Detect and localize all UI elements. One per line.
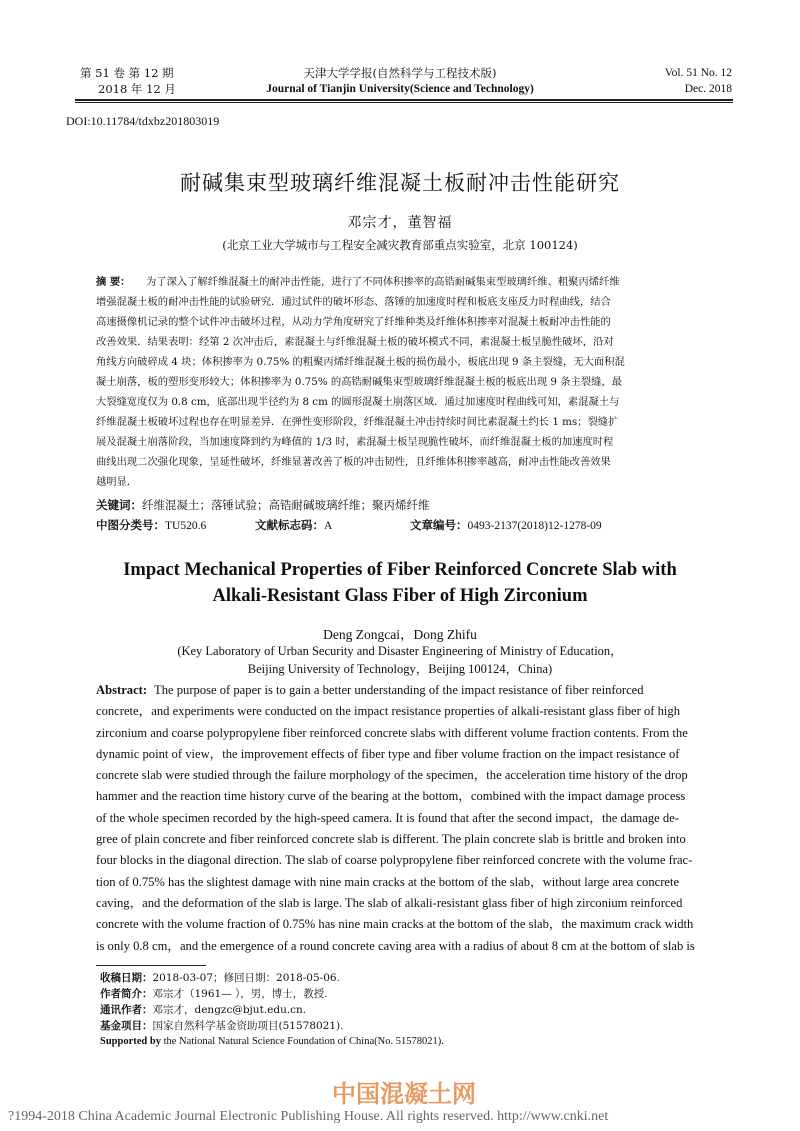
article-label: 文章编号：: [410, 518, 468, 532]
watermark-logo: 中国混凝土网: [332, 1080, 476, 1108]
abstract-en-line: four blocks in the diagonal direction. The slab of coarse polypropylene fiber reinforced concrete with the volume frac-: [96, 853, 693, 868]
abstract-cn-line: 凝土崩落，板的塑形变形较大；体积掺率为 0.75% 的高锆耐碱集束型玻璃纤维混凝土板的板底出现 9 条主裂缝，最: [96, 376, 623, 388]
abstract-cn-line: 展及混凝土崩落阶段，当加速度降到约为峰值的 1/3 时，素混凝土板呈现脆性破坏，而纤维混凝土板的加速度时程: [96, 436, 614, 448]
doc-label: 文献标志码：: [255, 518, 324, 532]
abstract-en-line: concrete，and experiments were conducted on the impact resistance properties of alkali-resistant glass fiber of high: [96, 704, 680, 719]
abstract-cn-line: 纤维混凝土板破坏过程也存在明显差异．在弹性变形阶段，纤维混凝土冲击持续时间比素混凝土约长 1 ms；裂缝扩: [96, 416, 619, 428]
abstract-en-line: concrete with the volume fraction of 0.75% has nine main cracks at the bottom of the slab，the maximum crack width: [96, 917, 694, 932]
abstract-cn-line: 大裂缝宽度仅为 0.8 cm，底部出现半径约为 8 cm 的圆形混凝土崩落区域．通过加速度时程曲线可知，素混凝土与: [96, 396, 620, 408]
abstract-cn-line: 越明显．: [96, 476, 138, 488]
volume-issue-en: Vol. 51 No. 12: [664, 67, 732, 79]
article-value: 0493-2137(2018)12-1278-09: [467, 520, 602, 532]
keywords-label: 关键词：: [96, 498, 142, 512]
keywords-cn: [96, 497, 430, 513]
abstract-cn-line: 增强混凝土板的耐冲击性能的试验研究．通过试件的破坏形态、落锤的加速度时程和板底支座反力时程曲线，结合: [96, 296, 611, 308]
abstract-cn-label: 摘 要：: [96, 276, 131, 288]
title-en: [0, 557, 800, 609]
footnote-received: 收稿日期：2018-03-07；修回日期：2018-05-06.: [100, 972, 340, 984]
abstract-en-line: concrete slab were studied through the failure morphology of the specimen，the acceleration time history of the drop: [96, 768, 688, 783]
abstract-en-line: hammer and the reaction time history curve of the bearing at the bottom，combined with the impact damage process: [96, 789, 686, 804]
doc-value: A: [324, 520, 333, 532]
abstract-cn-line: 曲线出现二次强化现象，呈延性破坏，纤维显著改善了板的冲击韧性，且纤维体积掺率越高，耐冲击性能改善效果: [96, 456, 611, 468]
affiliation-en-line-2: Beijing University of Technology，Beijing 100124，China): [247, 662, 553, 676]
footnote-author-bio: 作者简介：邓宗才（1961— ），男，博士，教授.: [100, 988, 328, 1000]
authors-cn: 邓宗才，董智福: [347, 215, 453, 231]
abstract-en-line: of the whole specimen recorded by the high-speed camera. It is found that after the second impact，the damage de-: [96, 810, 679, 825]
title-cn: 耐碱集束型玻璃纤维混凝土板耐冲击性能研究: [180, 171, 620, 195]
abstract-en-line: The purpose of paper is to gain a better understanding of the impact resistance of fiber reinforced: [154, 683, 644, 697]
doc-code: [255, 517, 332, 533]
affiliation-en: [0, 642, 800, 678]
abstract-cn: [96, 272, 736, 492]
footnote-rule: [96, 965, 206, 966]
abstract-cn-line: 为了深入了解纤维混凝土的耐冲击性能，进行了不同体积掺率的高锆耐碱集束型玻璃纤维、粗聚丙烯纤维: [146, 276, 620, 288]
doi: DOI:10.11784/tdxbz201803019: [66, 114, 220, 128]
footnote-supported-by: Supported by the National Natural Science Foundation of China(No. 51578021).: [100, 1036, 444, 1047]
keywords-text: 纤维混凝土；落锤试验；高锆耐碱玻璃纤维；聚丙烯纤维: [142, 498, 430, 512]
abstract-en-line: dynamic point of view，the improvement effects of fiber type and fiber volume fraction on the impact resistance of: [96, 746, 680, 761]
abstract-en-line: zirconium and coarse polypropylene fiber reinforced concrete slabs with different volume fraction contents. From the: [96, 725, 688, 740]
title-en-line-1: Impact Mechanical Properties of Fiber Reinforced Concrete Slab with: [123, 560, 677, 580]
volume-issue-cn: 第 51 卷 第 12 期: [80, 66, 174, 80]
abstract-cn-line: 高速摄像机记录的整个试件冲击破坏过程，从动力学角度研究了纤维种类及纤维体积掺率对混凝土板耐冲击性能的: [96, 316, 611, 328]
abstract-en-line: gree of plain concrete and fiber reinforced concrete slab is different. The plain concrete slab is brittle and broken into: [96, 832, 686, 847]
abstract-cn-line: 角线方向破碎成 4 块；体积掺率为 0.75% 的粗聚丙烯纤维混凝土板的损伤最小，板底出现 9 条主裂缝，无大面积混: [96, 356, 625, 368]
authors-en: Deng Zongcai，Dong Zhifu: [323, 627, 477, 642]
abstract-cn-line: 改善效果．结果表明：经第 2 次冲击后，素混凝土与纤维混凝土板的破坏模式不同，素混凝土板呈脆性破坏，沿对: [96, 336, 614, 348]
date-cn: 2018 年 12 月: [98, 82, 176, 96]
abstract-en-line: caving，and the deformation of the slab is large. The slab of alkali-resistant glass fiber of high zirconium reinforced: [96, 895, 683, 910]
journal-name-en: Journal of Tianjin University(Science and Technology): [266, 83, 534, 95]
footnotes: [100, 970, 720, 1050]
header-rule: [75, 99, 733, 101]
abstract-en: [96, 680, 706, 957]
abstract-en-line: is only 0.8 cm，and the emergence of a round concrete caving area with a radius of about 8 cm at the bottom of slab is: [96, 938, 695, 953]
clc-value: TU520.6: [165, 520, 207, 532]
article-number: [410, 517, 602, 533]
date-en: Dec. 2018: [684, 83, 732, 95]
abstract-en-line: tion of 0.75% has the slightest damage with nine main cracks at the bottom of the slab，without large area concrete: [96, 874, 680, 889]
title-en-line-2: Alkali-Resistant Glass Fiber of High Zirconium: [212, 586, 588, 606]
clc-label: 中图分类号：: [96, 518, 165, 532]
affiliation-cn: (北京工业大学城市与工程安全减灾教育部重点实验室，北京 100124): [222, 238, 578, 252]
copyright-notice: ?1994-2018 China Academic Journal Electronic Publishing House. All rights reserved. http://www.cnki.net: [8, 1109, 609, 1124]
header-rule-thin: [75, 102, 733, 103]
journal-name-cn: 天津大学学报(自然科学与工程技术版): [303, 66, 497, 80]
footnote-funding: 基金项目：国家自然科学基金资助项目(51578021).: [100, 1020, 344, 1032]
footnote-corresponding: 通讯作者：邓宗才，dengzc@bjut.edu.cn.: [100, 1004, 307, 1016]
affiliation-en-line-1: (Key Laboratory of Urban Security and Disaster Engineering of Ministry of Education，: [177, 644, 623, 658]
clc-number: [96, 517, 206, 533]
abstract-en-label: Abstract:: [96, 683, 148, 697]
